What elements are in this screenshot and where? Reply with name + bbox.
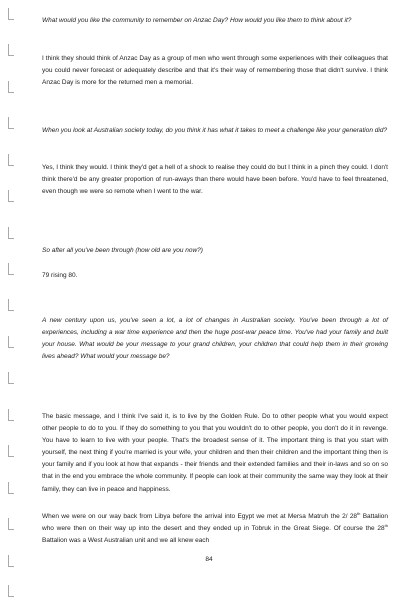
binding-mark <box>8 372 14 384</box>
question-age: So after all you've been through (how old are you now?) <box>42 247 203 254</box>
question-anzac-day: What would you like the community to remember on Anzac Day? How would you like them to think about it? <box>42 17 352 24</box>
answer-anzac-day: I think they should think of Anzac Day as a group of men who went through some experiences with their colleagues that you could never forecast or adequately describe and that it's their way of remembering those that didn't survive. I think Anzac Day is more for the returned men a memorial. <box>42 55 388 87</box>
question-message: A new century upon us, you've seen a lot, a lot of changes in Australian society. You've been through a lot of experiences, including a war time experience and then the huge post-war peace time. You've had your family and built your house. What would be your message to your grand children, your children that could help them in their growing lives ahead? What would your message be? <box>42 317 388 361</box>
page-number: 84 <box>205 556 213 563</box>
answer-society-today: Yes, I think they would. I think they'd get a hell of a shock to realise they could do but I think in a pinch they could. I don't think there'd be any greater proportion of run-aways than there would have been before. You'd have to feel threatened, even though we were so remote when I went to the war. <box>42 164 388 196</box>
binding-mark <box>8 482 14 494</box>
answer-libya <box>42 511 388 547</box>
answer-libya-text-3: Battalion was a West Australian unit and we all knew each <box>42 537 210 545</box>
binding-mark <box>8 154 14 166</box>
binding-mark <box>8 263 14 275</box>
answer-message-text: The basic message, and I think I've said it, is to live by the Golden Rule. Do to other people what you would expect other people to do to you. If they do something to you that you wouldn't do to other people, you don't do it in revenge. You have to learn to live with your people. That's the broadest sense of it. The important thing is that you start with yourself, the next thing if you're married is your wife, your children and then their children and the important thing then is your family and if you look at how that expands - their friends and their extended families and their in-laws and so on so that in the end you embrace the whole community. If people can look at their community the same way they look at their family, they can live in peace and happiness. <box>42 413 388 493</box>
binding-mark <box>8 409 14 421</box>
answer-libya-text-2: Battalion who were then on their way up into the desert and they ended up in Tobruk in the Great Siege. Of course the 28 <box>42 513 388 533</box>
binding-mark <box>8 336 14 348</box>
binding-mark <box>8 445 14 457</box>
binding-mark <box>8 8 14 20</box>
binding-mark <box>8 299 14 311</box>
ordinal-suffix: th <box>357 510 361 516</box>
binding-mark <box>8 518 14 530</box>
answer-age: 79 rising 80. <box>42 272 78 279</box>
binding-mark <box>8 81 14 93</box>
answer-libya-text-1: When we were on our way back from Libya before the arrival into Egypt we met at Mersa Matruh the 2/ 28 <box>42 513 358 520</box>
binding-margin <box>0 0 22 599</box>
binding-mark <box>8 585 14 597</box>
answer-message <box>42 411 388 496</box>
binding-mark <box>8 190 14 202</box>
binding-mark <box>8 227 14 239</box>
binding-mark <box>8 117 14 129</box>
binding-mark <box>8 44 14 56</box>
ordinal-suffix: th <box>384 522 388 528</box>
question-society-today: When you look at Australian society today, do you think it has what it takes to meet a challenge like your generation did? <box>42 127 388 134</box>
